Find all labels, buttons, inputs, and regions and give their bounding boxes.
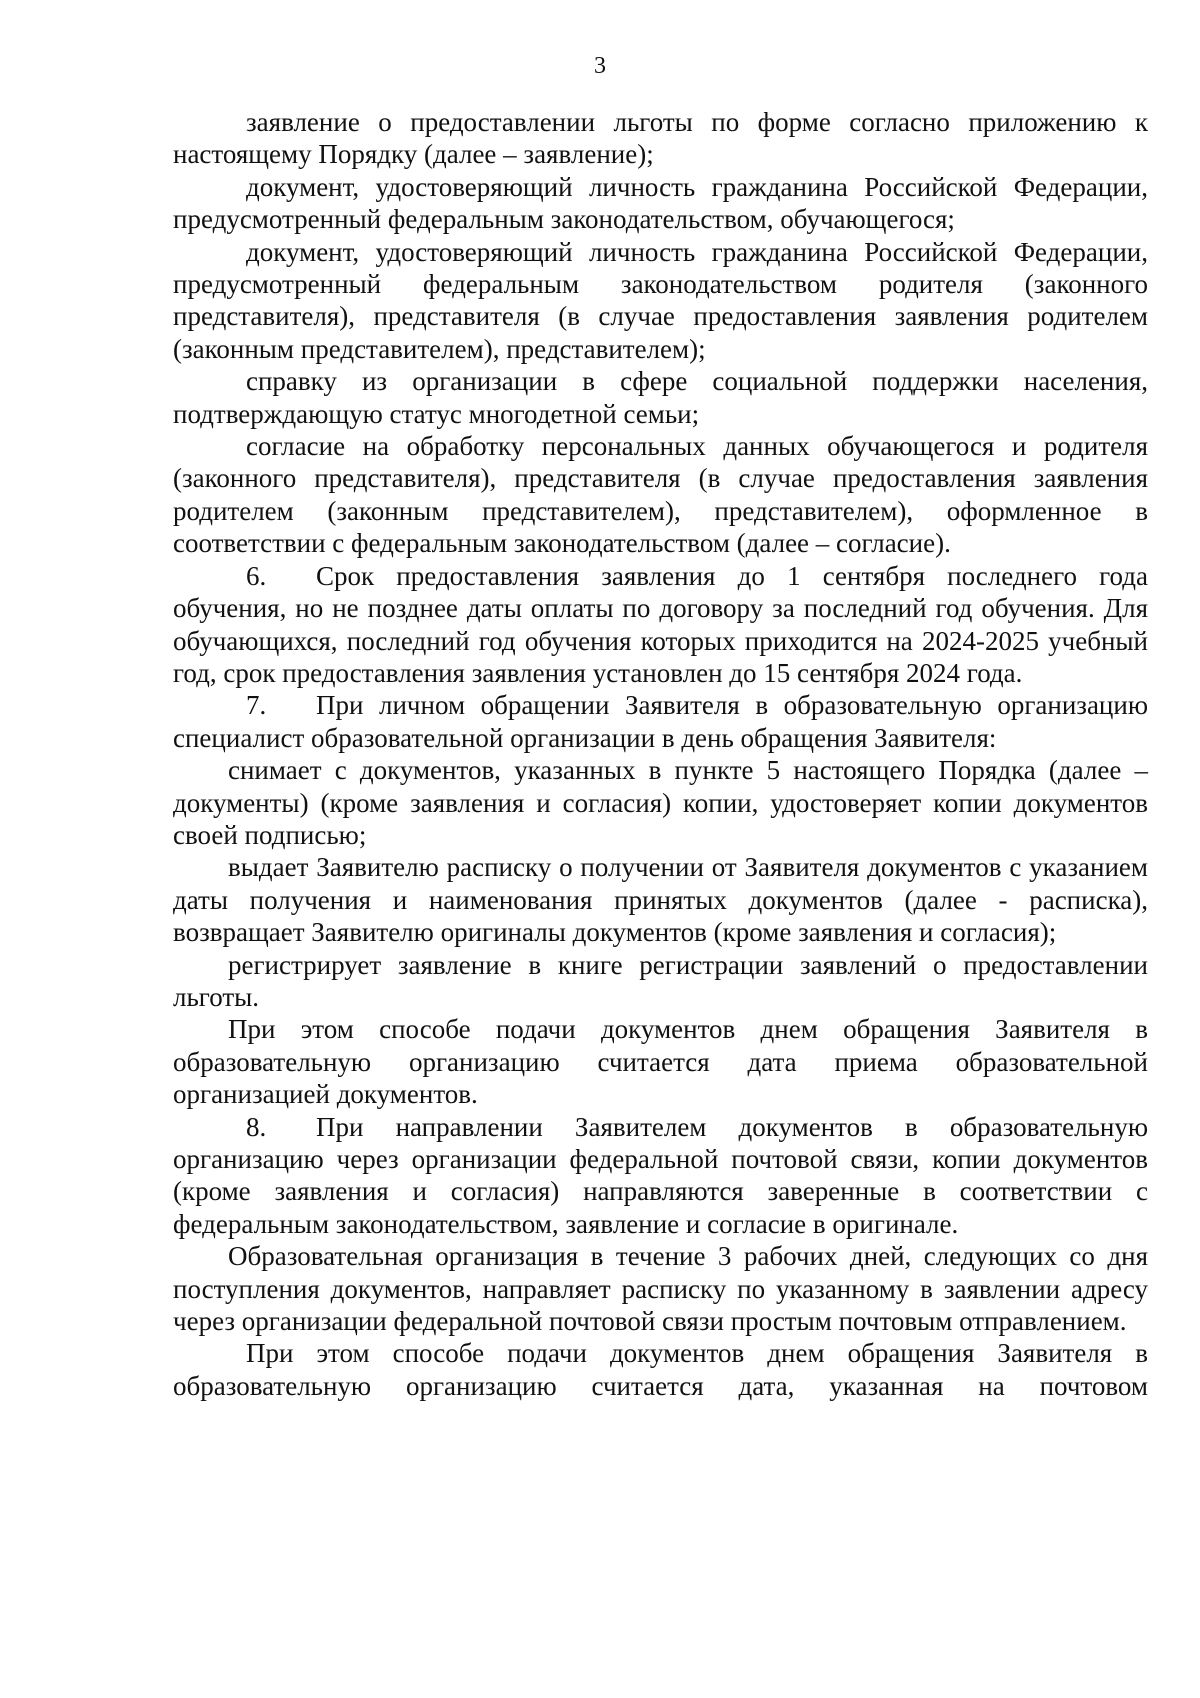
paragraph-student-id-document: документ, удостоверяющий личность гражданина Российской Федерации, предусмотренный федеральным законодательством, обучающегося; bbox=[173, 171, 1148, 235]
paragraph-in-person-submission-date: При этом способе подачи документов днем обращения Заявителя в образовательную организацию считается дата приема образовательной организацией документов. bbox=[173, 1014, 1148, 1110]
paragraph-application-registration: регистрирует заявление в книге регистрации заявлений о предоставлении льготы. bbox=[173, 949, 1148, 1012]
paragraph-application-form: заявление о предоставлении льготы по форме согласно приложению к настоящему Порядку (далее – заявление); bbox=[173, 107, 1148, 170]
paragraph-personal-data-consent: согласие на обработку персональных данных обучающегося и родителя (законного представителя), представителя (в случае предоставления заявления родителем (законным представителем), представителем), оформленное в соответствии с федеральным законодательством (далее – согласие). bbox=[173, 431, 1148, 559]
paragraph-receipt-issuance: выдает Заявителю расписку о получении от Заявителя документов с указанием даты получения и наименования принятых документов (далее - расписка), возвращает Заявителю оригиналы документов (кроме заявления и согласия); bbox=[173, 852, 1148, 948]
paragraph-copies-certification: снимает с документов, указанных в пункте 5 настоящего Порядка (далее – документы) (кроме заявления и согласия) копии, удостоверяет копии документов своей подписью; bbox=[173, 755, 1148, 850]
clause-7 bbox=[173, 689, 1148, 754]
paragraph-parent-id-document: документ, удостоверяющий личность гражданина Российской Федерации, предусмотренный федеральным законодательством родителя (законного представителя), представителя (в случае предоставления заявления родителем (законным представителем), представителем); bbox=[173, 236, 1148, 364]
clause-number: 6. bbox=[246, 560, 267, 591]
clause-number: 8. bbox=[246, 1111, 267, 1142]
paragraph-large-family-certificate: справку из организации в сфере социальной поддержки населения, подтверждающую статус многодетной семьи; bbox=[173, 366, 1148, 429]
paragraph-postal-submission-date: При этом способе подачи документов днем обращения Заявителя в образовательную организацию считается дата, указанная на почтовом bbox=[173, 1338, 1148, 1401]
paragraph-receipt-by-mail: Образовательная организация в течение 3 рабочих дней, следующих со дня поступления документов, направляет расписку по указанному в заявлении адресу через организации федеральной почтовой связи простым почтовым отправлением. bbox=[173, 1241, 1148, 1337]
clause-8 bbox=[173, 1111, 1148, 1241]
clause-number: 7. bbox=[246, 690, 267, 721]
clause-text: При личном обращении Заявителя в образовательную организацию специалист образовательной организации в день обращения Заявителя: bbox=[173, 690, 1148, 753]
clause-text: При направлении Заявителем документов в образовательную организацию через организации федеральной почтовой связи, копии документов (кроме заявления и согласия) направляются заверенные в соответствии с федеральным законодательством, заявление и согласие в оригинале. bbox=[173, 1111, 1148, 1239]
clause-6 bbox=[173, 560, 1148, 690]
page-number: 3 bbox=[594, 53, 606, 79]
document-body bbox=[173, 106, 1148, 1402]
clause-text: Срок предоставления заявления до 1 сентября последнего года обучения, но не позднее даты оплаты по договору за последний год обучения. Для обучающихся, последний год обучения которых приходится на 2024-2025 учебный год, срок предоставления заявления установлен до 15 сентября 2024 года. bbox=[173, 560, 1148, 688]
